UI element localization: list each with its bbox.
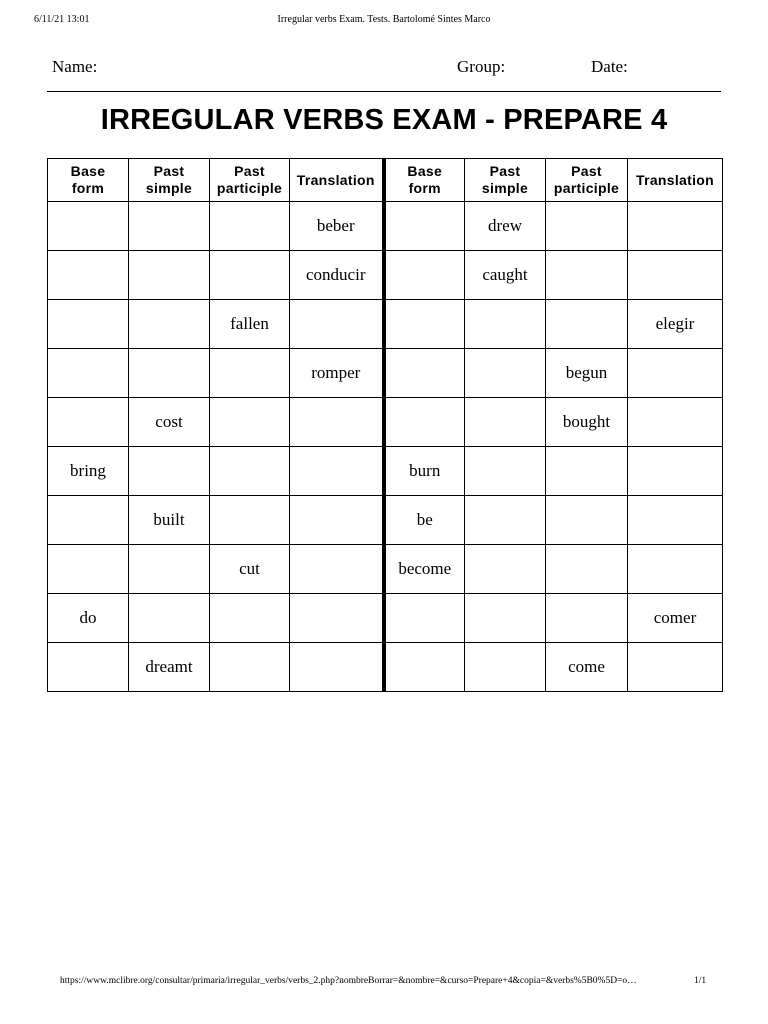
table-cell bbox=[465, 398, 546, 447]
table-cell: do bbox=[48, 594, 129, 643]
table-cell bbox=[384, 398, 465, 447]
column-header-text: simple bbox=[481, 180, 529, 196]
column-header bbox=[210, 159, 290, 202]
table-cell bbox=[628, 447, 723, 496]
column-header bbox=[48, 159, 129, 202]
table-cell: dreamt bbox=[129, 643, 210, 692]
footer-url: https://www.mclibre.org/consultar/primaria/irregular_verbs/verbs_2.php?nombreBorrar=&nombre=&curso=Prepare+4&copia=&verbs%5B0%5D=o… bbox=[60, 976, 637, 986]
table-row bbox=[48, 202, 723, 251]
table-cell bbox=[546, 447, 628, 496]
table-cell bbox=[384, 643, 465, 692]
table-row bbox=[48, 545, 723, 594]
table-cell bbox=[48, 496, 129, 545]
table-cell bbox=[546, 594, 628, 643]
column-header-text: Past bbox=[234, 163, 265, 179]
table-cell bbox=[465, 496, 546, 545]
table-cell bbox=[465, 545, 546, 594]
table-cell bbox=[546, 251, 628, 300]
date-field-label: Date: bbox=[591, 57, 628, 76]
column-header bbox=[290, 159, 384, 202]
table-cell bbox=[48, 643, 129, 692]
table-cell bbox=[546, 300, 628, 349]
verbs-table bbox=[47, 158, 723, 692]
table-cell: caught bbox=[465, 251, 546, 300]
table-cell bbox=[384, 251, 465, 300]
table-cell: become bbox=[384, 545, 465, 594]
column-header-text: Base bbox=[407, 163, 443, 179]
table-header-row bbox=[48, 159, 723, 202]
column-header-text: Base bbox=[70, 163, 106, 179]
column-header-text: simple bbox=[145, 180, 193, 196]
print-header bbox=[0, 14, 768, 30]
table-cell bbox=[290, 496, 384, 545]
table-cell: conducir bbox=[290, 251, 384, 300]
student-fields bbox=[0, 57, 768, 81]
table-cell bbox=[210, 447, 290, 496]
table-cell bbox=[210, 398, 290, 447]
table-cell bbox=[290, 594, 384, 643]
table-cell bbox=[465, 594, 546, 643]
table-row bbox=[48, 300, 723, 349]
table-cell: cost bbox=[129, 398, 210, 447]
table-row bbox=[48, 349, 723, 398]
table-cell bbox=[210, 594, 290, 643]
print-footer bbox=[0, 976, 768, 990]
column-header-text: Past bbox=[489, 163, 521, 179]
column-header-text: Translation bbox=[636, 171, 714, 188]
table-cell bbox=[129, 594, 210, 643]
table-cell bbox=[465, 349, 546, 398]
table-cell bbox=[210, 202, 290, 251]
table-cell bbox=[48, 545, 129, 594]
table-cell bbox=[546, 202, 628, 251]
table-row bbox=[48, 643, 723, 692]
table-cell bbox=[129, 447, 210, 496]
table-cell bbox=[465, 447, 546, 496]
table-cell bbox=[384, 300, 465, 349]
table-cell bbox=[210, 643, 290, 692]
group-field-label: Group: bbox=[457, 57, 506, 76]
table-row bbox=[48, 398, 723, 447]
table-cell bbox=[48, 251, 129, 300]
table-cell bbox=[290, 643, 384, 692]
column-header bbox=[129, 159, 210, 202]
column-header bbox=[465, 159, 546, 202]
table-cell bbox=[129, 545, 210, 594]
table-cell bbox=[48, 398, 129, 447]
table-cell: romper bbox=[290, 349, 384, 398]
table-cell bbox=[384, 349, 465, 398]
column-header bbox=[546, 159, 628, 202]
table-cell bbox=[290, 300, 384, 349]
table-cell bbox=[210, 251, 290, 300]
table-cell bbox=[48, 300, 129, 349]
exam-title: IRREGULAR VERBS EXAM - PREPARE 4 bbox=[100, 104, 668, 136]
table-cell: built bbox=[129, 496, 210, 545]
table-cell bbox=[628, 398, 723, 447]
column-header bbox=[384, 159, 465, 202]
header-divider bbox=[47, 91, 721, 92]
table-cell: begun bbox=[546, 349, 628, 398]
table-cell bbox=[290, 447, 384, 496]
column-header-text: participle bbox=[216, 180, 283, 196]
table-row bbox=[48, 447, 723, 496]
table-cell: burn bbox=[384, 447, 465, 496]
table-cell bbox=[546, 545, 628, 594]
table-cell: bought bbox=[546, 398, 628, 447]
table-cell bbox=[628, 496, 723, 545]
table-cell bbox=[129, 349, 210, 398]
table-cell bbox=[129, 251, 210, 300]
table-body bbox=[48, 202, 723, 692]
print-page-title: Irregular verbs Exam. Tests. Bartolomé Sintes Marco bbox=[277, 14, 491, 25]
table-cell bbox=[384, 594, 465, 643]
table-cell bbox=[628, 251, 723, 300]
table-cell bbox=[210, 349, 290, 398]
table-cell bbox=[546, 496, 628, 545]
table-cell: elegir bbox=[628, 300, 723, 349]
table-cell bbox=[210, 496, 290, 545]
column-header-text: form bbox=[71, 180, 105, 196]
column-header-text: Past bbox=[153, 163, 185, 179]
table-row bbox=[48, 251, 723, 300]
table-cell: cut bbox=[210, 545, 290, 594]
table-cell bbox=[129, 300, 210, 349]
table-cell bbox=[48, 349, 129, 398]
table-cell bbox=[48, 202, 129, 251]
table-cell: comer bbox=[628, 594, 723, 643]
table-cell: drew bbox=[465, 202, 546, 251]
name-field-label: Name: bbox=[52, 57, 98, 76]
table-cell: come bbox=[546, 643, 628, 692]
table-cell: be bbox=[384, 496, 465, 545]
table-row bbox=[48, 496, 723, 545]
table-cell: bring bbox=[48, 447, 129, 496]
table-cell bbox=[384, 202, 465, 251]
table-cell bbox=[628, 545, 723, 594]
table-cell bbox=[465, 643, 546, 692]
table-cell bbox=[628, 202, 723, 251]
column-header bbox=[628, 159, 723, 202]
column-header-text: Past bbox=[571, 163, 602, 179]
table-cell: beber bbox=[290, 202, 384, 251]
table-cell: fallen bbox=[210, 300, 290, 349]
table-cell bbox=[628, 643, 723, 692]
table-cell bbox=[290, 398, 384, 447]
print-datetime: 6/11/21 13:01 bbox=[34, 14, 90, 25]
column-header-text: Translation bbox=[296, 171, 375, 188]
table-cell bbox=[129, 202, 210, 251]
column-header-text: participle bbox=[553, 180, 620, 196]
footer-page-number: 1/1 bbox=[694, 976, 707, 986]
table-row bbox=[48, 594, 723, 643]
table-cell bbox=[290, 545, 384, 594]
column-header-text: form bbox=[408, 180, 441, 196]
table-cell bbox=[628, 349, 723, 398]
table-cell bbox=[465, 300, 546, 349]
